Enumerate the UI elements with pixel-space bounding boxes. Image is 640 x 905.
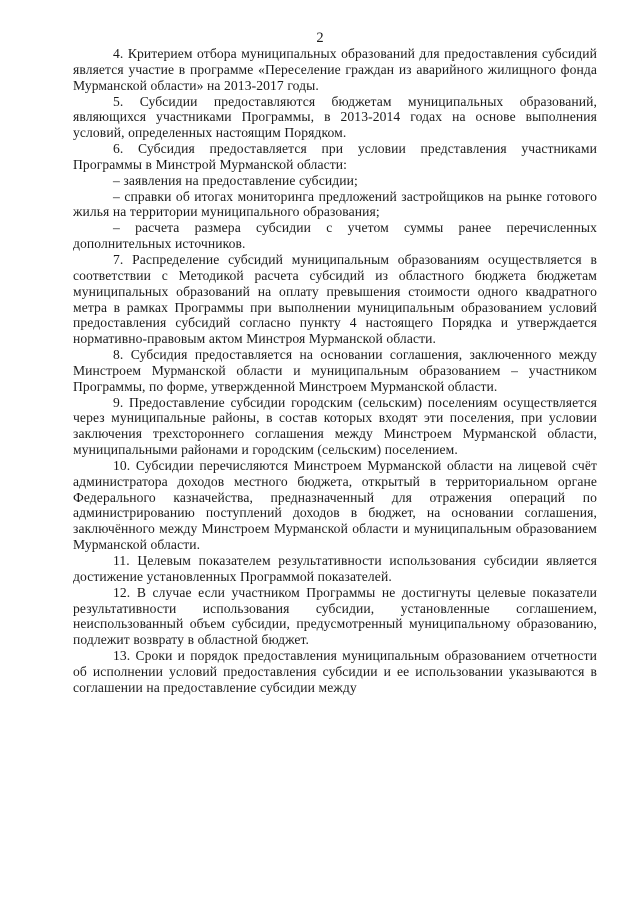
paragraph-refund: 12. В случае если участником Программы не достигнуты целевые показатели результативности использования субсидии, установленные соглашением, неиспользованный объем субсидии, предусмотренный муниципальному образованию, подлежит возврату в областной бюджет.: [73, 584, 597, 648]
document-body: [73, 46, 597, 696]
list-item-subsidy-calculation: – расчета размера субсидии с учетом суммы ранее перечисленных дополнительных источников.: [73, 220, 597, 252]
page-number: 2: [316, 30, 324, 46]
paragraph-subsidies-provision: 5. Субсидии предоставляются бюджетам муниципальных образований, являющихся участниками Программы, в 2013-2014 годах на основе выполнения условий, определенных настоящим Порядком.: [73, 93, 597, 141]
paragraph-subsidy-conditions: 6. Субсидия предоставляется при условии представления участниками Программы в Минстрой Мурманской области:: [73, 141, 597, 172]
paragraph-settlements: 9. Предоставление субсидии городским (сельским) поселениям осуществляется через муниципальные районы, в состав которых входят эти поселения, при условии заключения трехстороннего соглашения между Минстроем Мурманской области, муниципальными районами и городским (сельским) поселением.: [73, 394, 597, 458]
list-item-application: – заявления на предоставление субсидии;: [113, 172, 358, 188]
paragraph-criteria: 4. Критерием отбора муниципальных образований для предоставления субсидий является участие в программе «Переселение граждан из аварийного жилищного фонда Мурманской области» на 2013-2017 годы.: [73, 46, 597, 93]
paragraph-transfer: 10. Субсидии перечисляются Минстроем Мурманской области на лицевой счёт администратора доходов местного бюджета, открытый в территориальном органе Федерального казначейства, предназначенный для отражения операций по администрированию поступлений доходов в бюджет, на основании соглашения, заключённого между Минстроем Мурманской области и муниципальным образованием Мурманской области.: [73, 457, 597, 553]
paragraph-agreement: 8. Субсидия предоставляется на основании соглашения, заключенного между Минстроем Мурманской области и муниципальным образованием – участником Программы, по форме, утвержденной Минстроем Мурманской области.: [73, 347, 597, 394]
paragraph-target-indicator: 11. Целевым показателем результативности использования субсидии является достижение установленных Программой показателей.: [73, 553, 597, 584]
list-item-monitoring-certificate: – справки об итогах мониторинга предложений застройщиков на рынке готового жилья на территории муниципального образования;: [73, 188, 597, 220]
paragraph-reporting: 13. Сроки и порядок предоставления муниципальным образованием отчетности об исполнении условий предоставления субсидии и ее использовании указываются в соглашении на предоставление субсидии между: [73, 648, 597, 695]
paragraph-distribution: 7. Распределение субсидий муниципальным образованиям осуществляется в соответствии с Методикой расчета субсидий из областного бюджета бюджетам муниципальных образований на оплату превышения стоимости одного квадратного метра в рамках Программы при выполнении муниципальным образованием условий предоставления субсидий согласно пункту 4 настоящего Порядка и утверждается нормативно-правовым актом Минстроя Мурманской области.: [73, 251, 597, 347]
